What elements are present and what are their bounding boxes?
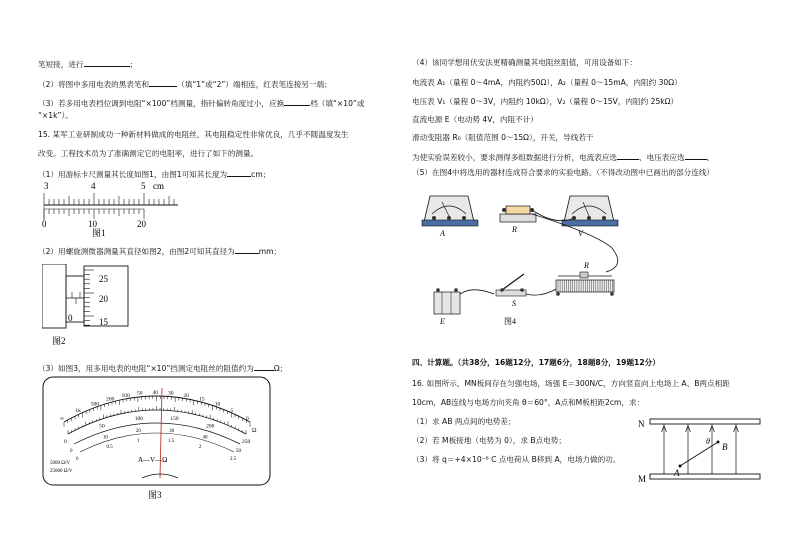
part-5: （5）在图4中将选用的器材连成符合要求的实验电路。（不得改动图中已画出的部分连线） — [412, 168, 715, 177]
scale-label: 100 — [121, 392, 130, 399]
question-16-part3: （3）将 q＝+4×10⁻⁶ C 点电荷从 B移到 A，电场力做的功。 — [412, 455, 621, 464]
point-A-label: A — [674, 468, 680, 478]
switch-device — [496, 274, 526, 296]
scale-label: 1 — [137, 438, 140, 444]
selection-line — [412, 151, 714, 163]
answer-blank — [284, 97, 310, 106]
scale-label: 250 — [242, 439, 251, 445]
answer-blank — [84, 58, 130, 67]
scale-label: 50 — [99, 423, 105, 430]
scale-label: 150 — [170, 415, 179, 422]
vernier-scale-ticks — [44, 209, 144, 219]
dc-scale-labels — [64, 416, 251, 445]
text: 为使实验误差较小，要求测得多组数据进行分析，电流表应选 — [412, 153, 618, 162]
answer-blank — [254, 362, 274, 371]
scale-label: 10 — [102, 435, 108, 441]
question-16-line2: 10cm，AB连线与电场方向夹角 θ＝60°，A点和M板相距2cm，求： — [412, 398, 645, 407]
text: Ω； — [273, 364, 288, 373]
scale-label: 2.5 — [230, 457, 237, 462]
scale-label: 200 — [106, 396, 115, 403]
point-B-label: B — [722, 442, 728, 452]
question-15-line2: 改变。工程技术员为了准确测定它的电阻率，进行了如下的测量。 — [38, 149, 259, 158]
question-15-line1: 15. 某军工业研制成功一种新材料做成的电阻丝，其电阻稳定性非常优良，几乎不随温度发生 — [38, 130, 349, 139]
label-R0: R — [584, 261, 589, 270]
figure-caption: 图3 — [148, 490, 162, 500]
main-scale-label: 5 — [141, 181, 146, 191]
line-2 — [38, 78, 332, 90]
figure-caption: 图2 — [52, 336, 66, 346]
sleeve-label: 0 — [68, 313, 73, 323]
scale-label: 0 — [70, 449, 73, 454]
figure-1-vernier — [40, 181, 190, 237]
scale-label: 200 — [206, 423, 215, 430]
scale-label: 40 — [202, 435, 208, 441]
resistor-device — [500, 206, 536, 222]
scale-label: 50 — [236, 449, 241, 454]
scale-label: 1.5 — [167, 438, 175, 444]
ohm-scale-labels — [60, 390, 249, 422]
ammeter-list: 电流表 A₁（量程 0～4mA，内阻约50Ω），A₂（量程 0～15mA，内阻约 30Ω） — [412, 78, 682, 87]
scale-label: 0 — [246, 416, 249, 422]
scale-label: 20 — [135, 428, 141, 434]
label-S: S — [512, 299, 516, 308]
main-scale-label: 3 — [44, 181, 49, 191]
text: 。 — [706, 153, 715, 162]
scale-label: 2 — [198, 444, 202, 450]
text: 、电压表应选 — [639, 153, 685, 162]
scale-label: 40 — [152, 390, 158, 396]
unit-label: cm — [153, 181, 164, 191]
figure-caption: 图1 — [92, 228, 106, 237]
scale-label: 0 — [76, 457, 79, 462]
scale-label: 30 — [169, 428, 175, 434]
scale-label: 20 — [183, 392, 190, 399]
text: 笔短接，进行 — [38, 60, 84, 69]
scale-label: 15 — [199, 396, 205, 403]
figure-5-field — [634, 412, 774, 492]
power-source: 直流电源 E（电动势 4V，内阻不计） — [412, 115, 538, 124]
figure-4-circuit — [416, 186, 646, 326]
answer-blank — [235, 245, 259, 254]
line-3 — [38, 97, 364, 109]
vernier-label: 20 — [137, 219, 146, 229]
meter-spec: 5000 Ω/V — [50, 461, 70, 466]
scale-label: 50 — [137, 390, 143, 397]
answer-blank — [227, 168, 251, 177]
angle-theta-label: θ — [706, 437, 710, 446]
question-16-line1: 16. 如图所示，MN板间存在匀强电场，场强 E＝300N/C，方向竖直向上电场上 A、B两点相距 — [412, 379, 730, 388]
scale-label: 30 — [168, 390, 174, 397]
wire — [456, 290, 494, 298]
ohm-symbol: Ω — [252, 428, 257, 434]
ac-scale-labels — [70, 429, 242, 454]
scale-label: 5 — [230, 408, 234, 415]
main-scale-label: 4 — [91, 181, 96, 191]
text: cm； — [251, 170, 271, 179]
label-V: V — [578, 229, 583, 238]
scale-label: 0.5 — [106, 444, 113, 450]
label-E: E — [440, 317, 445, 326]
thimble-label: 25 — [99, 274, 108, 284]
vernier-label: 0 — [42, 219, 47, 229]
text: mm； — [258, 247, 282, 256]
plate-M-label: M — [638, 474, 647, 484]
main-scale-ticks — [44, 193, 174, 205]
figure-caption: 图4 — [504, 317, 516, 326]
rheostat-device — [556, 272, 614, 296]
answer-blank — [685, 151, 707, 160]
wire — [526, 288, 558, 295]
text: （3）若多用电表档位调到电阻“×100”档测量，指针偏转角度过小，应换 — [38, 99, 285, 108]
text: （2）用螺旋测微器测量其直径如图2，由图2可知其直径为 — [38, 247, 235, 256]
scale-label: 100 — [134, 415, 143, 422]
text: （2）将图中多用电表的黑表笔和 — [38, 80, 150, 89]
figure-3-multimeter — [42, 374, 272, 500]
scale-label: 500 — [90, 401, 99, 408]
line-4: “×1k”）。 — [38, 111, 73, 120]
question-16-part1: （1）求 AB 两点间的电势差； — [412, 417, 516, 426]
battery-device — [434, 288, 460, 314]
text: （1）用游标卡尺测量其长度如图1，由图1可知其长度为 — [38, 170, 228, 179]
text: （填“1”或“2”）端相连，红表笔连接另一端； — [177, 80, 332, 89]
plate-N-label: N — [638, 419, 645, 429]
part-2 — [38, 245, 281, 257]
figure-2-micrometer — [42, 264, 138, 354]
line-1 — [38, 58, 137, 70]
text: 档（填“×10”或 — [310, 99, 365, 108]
label-R: R — [512, 225, 517, 234]
scale-label: 0 — [64, 439, 67, 445]
part-1 — [38, 168, 270, 180]
meter-symbol-label: A—V—Ω — [138, 456, 168, 464]
scale-label: ∞ — [60, 416, 64, 422]
thimble-label: 15 — [99, 317, 108, 327]
ammeter-device — [422, 196, 478, 226]
question-16-part2: （2）若 M板接地（电势为 0），求 B点电势； — [412, 436, 566, 445]
thimble-ticks — [84, 270, 94, 325]
text: （3）如图3，用多用电表的电阻“×10”挡测定电阻丝的阻值约为 — [38, 364, 254, 373]
text: ； — [129, 60, 138, 69]
thimble-label: 20 — [99, 294, 108, 304]
part-4-intro: （4）该同学想用伏安法更精确测量其电阻丝阻值，可用设备如下： — [412, 58, 638, 67]
part-3 — [38, 362, 287, 374]
scale-label: 10 — [214, 401, 221, 408]
vernier-label: 10 — [88, 219, 97, 229]
voltmeter-list: 电压表 V₁（量程 0～3V，内阻约 10kΩ），V₂（量程 0～15V，内阻约 25kΩ） — [412, 97, 679, 106]
section-4-title: 四、计算题。（共38分，16题12分，17题6分，18题8分，19题12分） — [412, 358, 660, 367]
label-A: A — [440, 229, 445, 238]
answer-blank — [617, 151, 639, 160]
meter-spec: 25000 Ω/V — [50, 469, 73, 474]
answer-blank — [149, 78, 177, 87]
rheostat: 滑动变阻器 R₀（阻值范围 0～15Ω），开关，导线若干 — [412, 133, 594, 142]
voltmeter-device — [562, 196, 618, 226]
scale-label: 1k — [75, 408, 81, 415]
